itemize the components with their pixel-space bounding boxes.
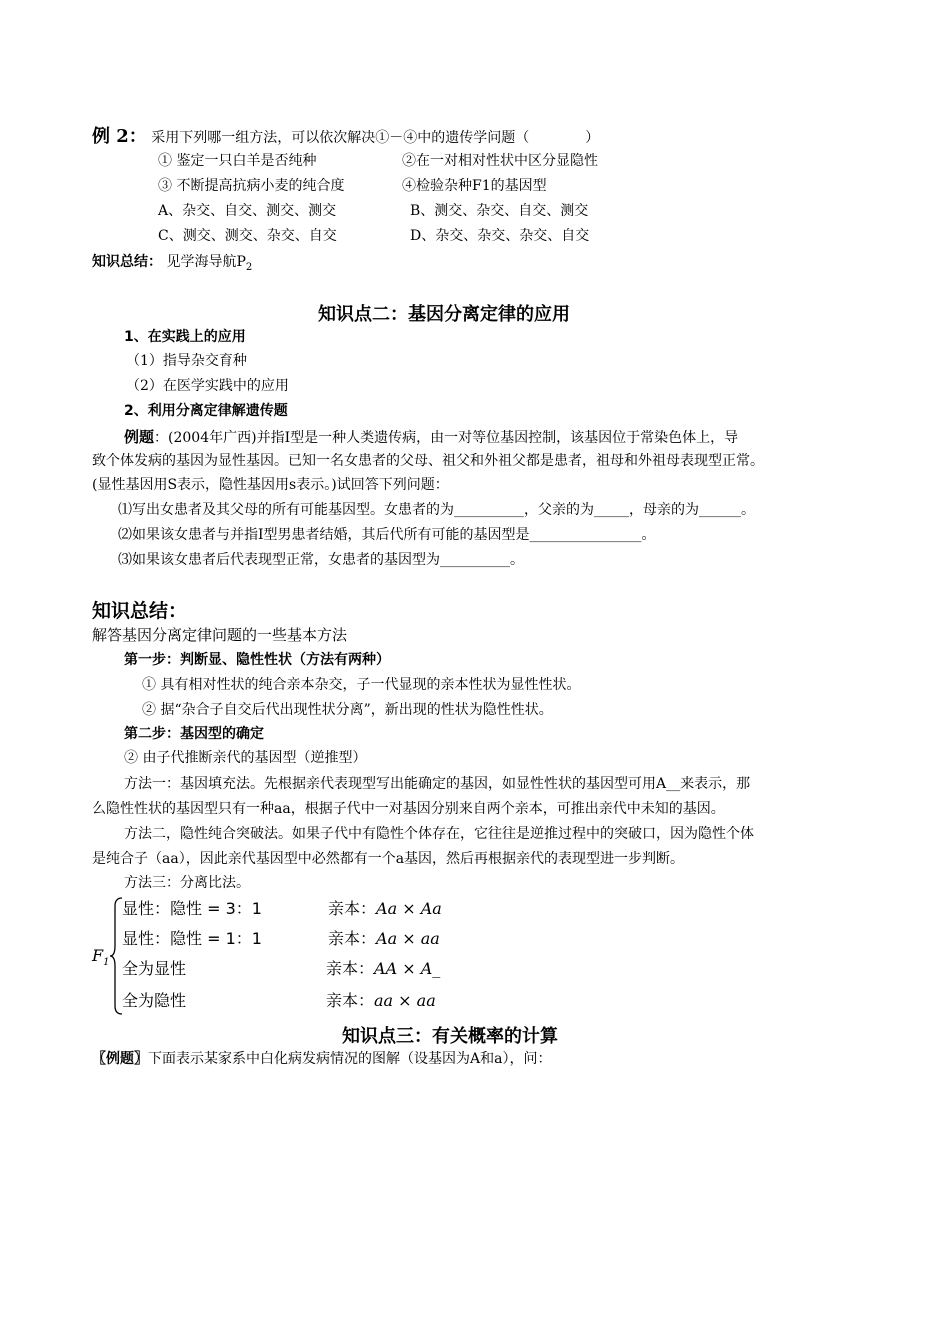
ratio-row-4-parent-label: 亲本：: [326, 991, 375, 1010]
section2-example-p1: ：(2004年广西)并指Ⅰ型是一种人类遗传病，由一对等位基因控制，该基因位于常染色体上，导: [154, 430, 739, 446]
example2-item1: ① 鉴定一只白羊是否纯种: [158, 153, 317, 169]
summary2-step1: 第一步：判断显、隐性性状（方法有两种）: [124, 652, 390, 668]
ratio-row-2-left: 显性：隐性 = 1：1: [122, 929, 262, 948]
ratio-row-2-parent: [328, 930, 440, 948]
summary2-method3: 方法三：分离比法。: [124, 875, 250, 891]
ratio-row-2-cross: Aa × aa: [376, 929, 440, 948]
ratio-row-1-left: 显性：隐性 = 3：1: [122, 899, 262, 918]
section2-example-p3: (显性基因用S表示，隐性基因用s表示。)试回答下列问题：: [92, 477, 449, 493]
ratio-row-3-parent-label: 亲本：: [326, 959, 375, 978]
section2-sub1: 1、在实践上的应用: [124, 329, 246, 345]
ratio-row-4-cross: aa × aa: [374, 991, 436, 1010]
summary2-intro: 解答基因分离定律问题的一些基本方法: [92, 626, 348, 644]
section3-example-text: 下面表示某家系中白化病发病情况的图解（设基因为A和a），问：: [148, 1051, 552, 1067]
summary2-label: 知识总结：: [92, 600, 188, 622]
ratio-row-4-parent: [326, 992, 436, 1010]
ratio-row-3-cross: AA × A_: [374, 959, 441, 978]
summary2-step1-b: ② 据“杂合子自交后代出现性状分离”，新出现的性状为隐性性状。: [142, 702, 553, 718]
section2-question1: ⑴写出女患者及其父母的所有可能基因型。女患者的为__________，父亲的为_____，母亲的为______。: [118, 502, 755, 518]
example2-option-a: A、杂交、自交、测交、测交: [158, 203, 337, 219]
ratio-row-1-cross: Aa × Aa: [376, 899, 442, 918]
summary1-line: [92, 253, 252, 277]
section2-question3: ⑶如果该女患者后代表现型正常，女患者的基因型为__________。: [118, 552, 524, 568]
example2-item2: ②在一对相对性状中区分显隐性: [402, 153, 598, 169]
ratio-row-3-left: 全为显性: [122, 959, 187, 978]
section2-sub2: 2、利用分离定律解遗传题: [124, 403, 288, 419]
example2-option-b: B、测交、杂交、自交、测交: [410, 203, 589, 219]
summary2-method1-line2: 么隐性性状的基因型只有一种aa，根据子代中一对基因分别来自两个亲本，可推出亲代中未知的基因。: [92, 801, 725, 817]
example2-label: 例 2：: [92, 126, 147, 147]
ratio-row-2-parent-label: 亲本：: [328, 929, 377, 948]
example2-question: 采用下列哪一组方法，可以依次解决①－④中的遗传学问题（ ）: [151, 130, 600, 146]
section2-question2: ⑵如果该女患者与并指Ⅰ型男患者结婚，其后代所有可能的基因型是________________。: [118, 527, 656, 543]
f1-label-sub: 1: [103, 957, 110, 969]
summary1-label: 知识总结：: [92, 254, 162, 270]
summary2-step2: 第二步：基因型的确定: [124, 726, 264, 742]
ratio-row-4-left: 全为隐性: [122, 991, 187, 1010]
section3-title: 知识点三：有关概率的计算: [342, 1026, 558, 1047]
section3-example-label: 〖例题〗: [92, 1051, 148, 1067]
section2-example-label: 例题: [124, 428, 155, 446]
summary2-method1-line1: 方法一：基因填充法。先根据亲代表现型写出能确定的基因，如显性性状的基因型可用A__来表示，那: [124, 776, 751, 792]
summary2-method2-line2: 是纯合子（aa），因此亲代基因型中必然都有一个a基因，然后再根据亲代的表现型进一步判断。: [92, 851, 685, 867]
example2-option-c: C、测交、测交、杂交、自交: [158, 228, 337, 244]
section2-sub1-item2: （2）在医学实践中的应用: [126, 378, 289, 394]
f1-label: [92, 947, 109, 972]
summary2-step1-a: ① 具有相对性状的纯合亲本杂交，子一代显现的亲本性状为显性性状。: [142, 677, 581, 693]
summary1-sub: 2: [245, 261, 253, 273]
summary2-method2-line1: 方法二，隐性纯合突破法。如果子代中有隐性个体存在，它往往是逆推过程中的突破口，因为隐性个体: [124, 826, 754, 842]
section2-example-line1: [124, 428, 738, 447]
example2-item4: ④检验杂种F1的基因型: [402, 178, 547, 194]
example2-option-d: D、杂交、杂交、杂交、自交: [410, 228, 590, 244]
section2-title: 知识点二：基因分离定律的应用: [318, 304, 570, 325]
ratio-row-3-parent: [326, 960, 440, 978]
section2-example-p2: 致个体发病的基因为显性基因。已知一名女患者的父母、祖父和外祖父都是患者，祖母和外祖母表现型正常。: [92, 453, 764, 469]
section3-example-line: [92, 1050, 551, 1068]
section2-sub1-item1: （1）指导杂交育种: [126, 353, 247, 369]
ratio-row-1-parent: [328, 900, 442, 918]
example2-question-line: [92, 128, 599, 147]
ratio-row-1-parent-label: 亲本：: [328, 899, 377, 918]
summary2-step2-a: ② 由子代推断亲代的基因型（逆推型）: [124, 750, 367, 766]
example2-item3: ③ 不断提高抗病小麦的纯合度: [158, 178, 345, 194]
summary1-text: 见学海导航P: [166, 254, 246, 270]
f1-label-text: F: [92, 946, 104, 965]
